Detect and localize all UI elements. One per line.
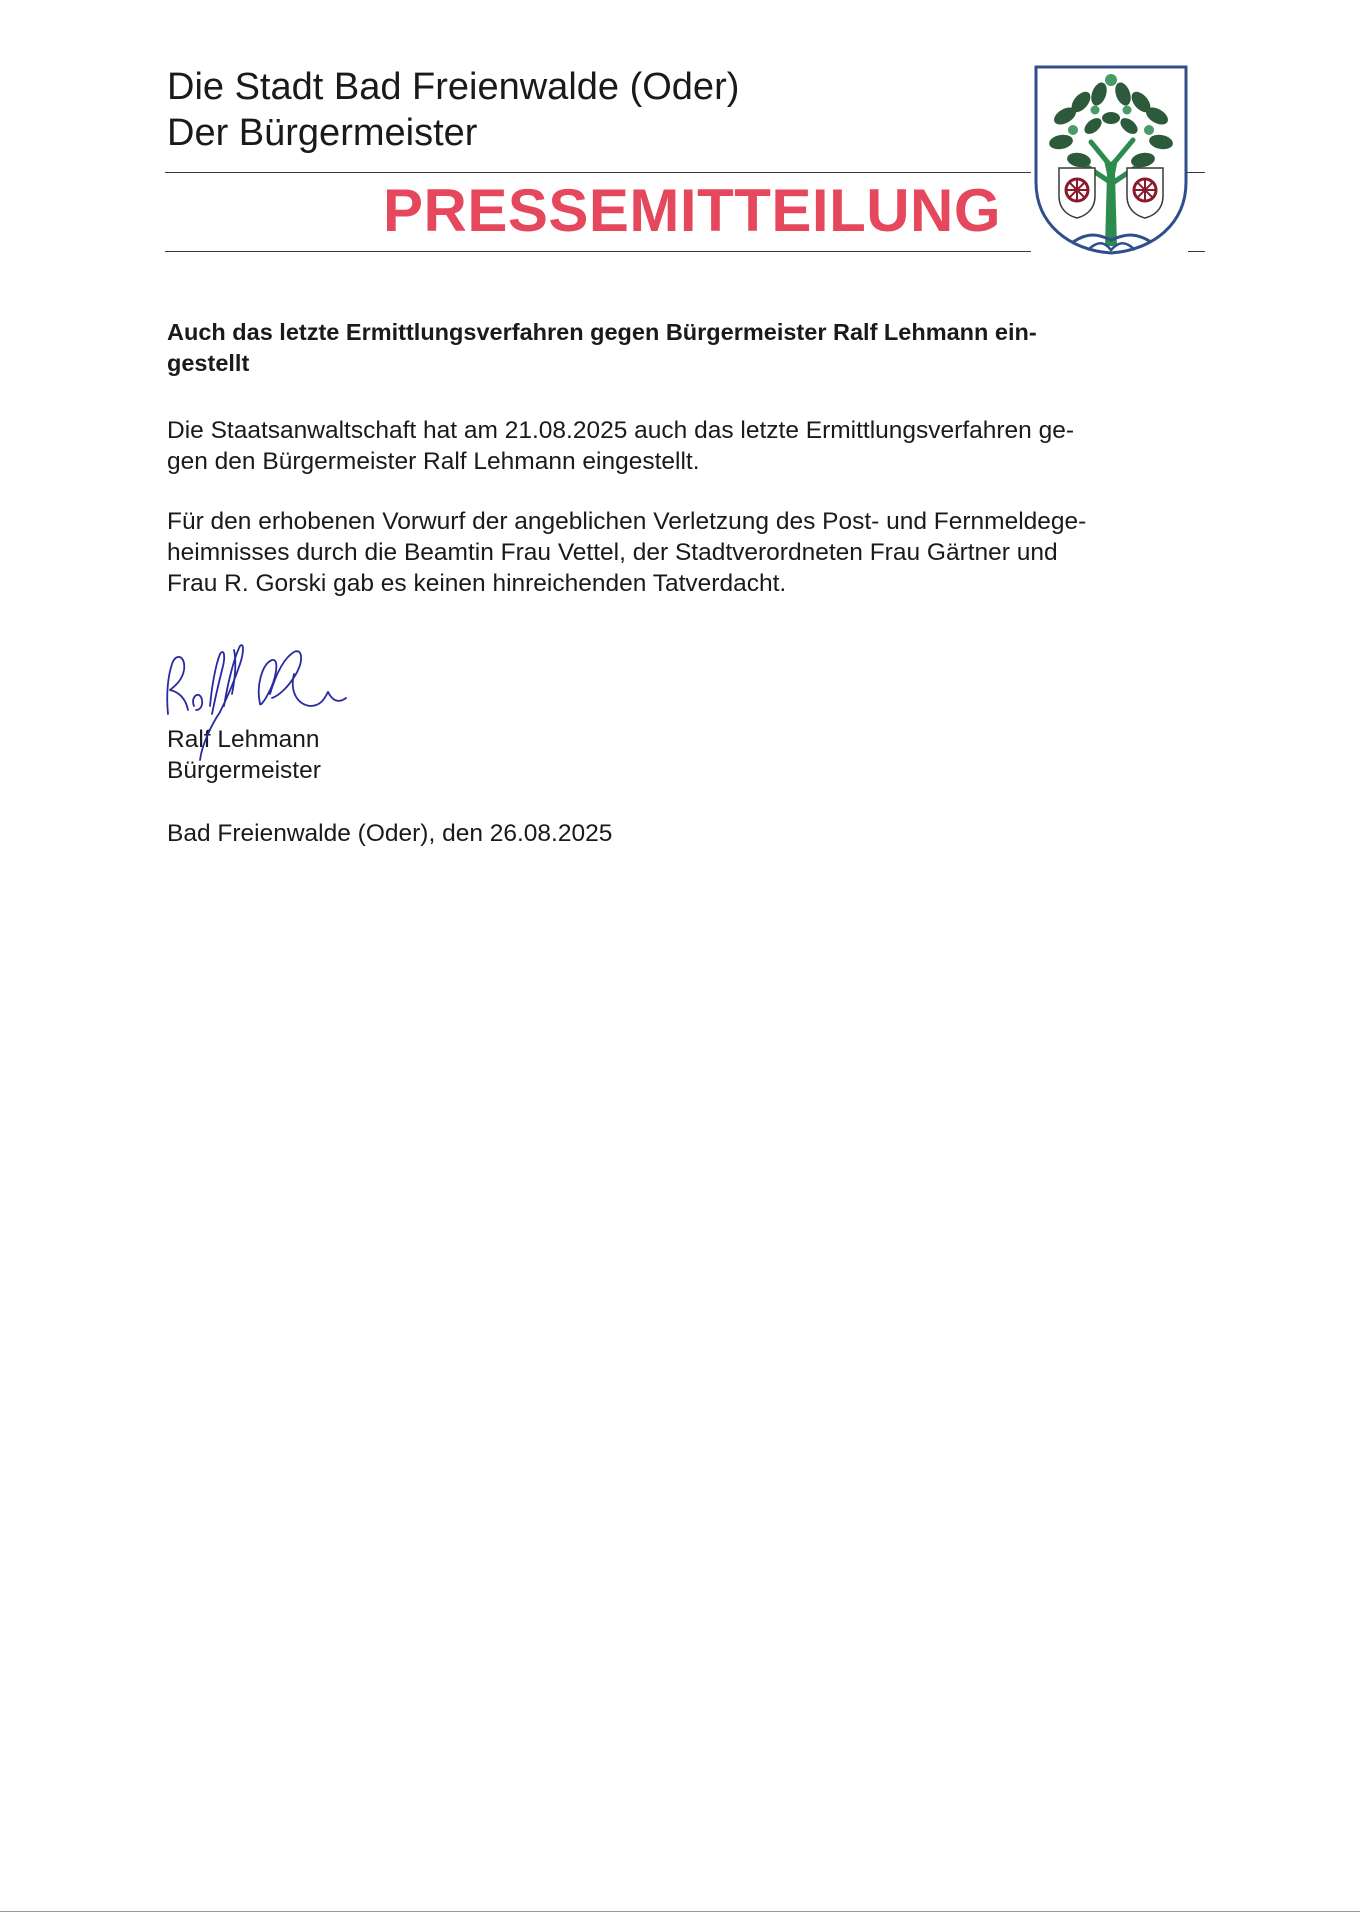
issuer-block [167, 64, 739, 156]
headline-line: Auch das letzte Ermittlungsverfahren gegen Bürgermeister Ralf Lehmann ein- [167, 319, 1037, 345]
headline-line: gestellt [167, 350, 250, 376]
paragraph-line: gen den Bürgermeister Ralf Lehmann eingestellt. [167, 448, 700, 475]
document-type-heading: PRESSEMITTEILUNG [383, 177, 1002, 244]
place-and-date: Bad Freienwalde (Oder), den 26.08.2025 [167, 820, 613, 847]
signer-name: Ralf Lehmann [167, 726, 320, 753]
paragraph-line: Frau R. Gorski gab es keinen hinreichenden Tatverdacht. [167, 570, 787, 597]
paragraph-line: heimnisses durch die Beamtin Frau Vettel, der Stadtverordneten Frau Gärtner und [167, 539, 1058, 566]
article-paragraph-2 [167, 506, 1217, 599]
article-paragraph-1 [167, 415, 1217, 477]
issuer-office: Der Bürgermeister [167, 112, 478, 154]
issuer-city: Die Stadt Bad Freienwalde (Oder) [167, 66, 740, 108]
paragraph-line: Für den erhobenen Vorwurf der angeblichen Verletzung des Post- und Fernmeldege- [167, 508, 1087, 535]
handwritten-signature-icon [160, 634, 350, 764]
coat-of-arms-icon [1033, 64, 1189, 256]
article-headline [167, 317, 1207, 379]
header-top-rule [165, 172, 1031, 173]
header-bottom-rule-end [1188, 251, 1205, 252]
signer-title: Bürgermeister [167, 757, 321, 784]
page-bottom-edge [0, 1911, 1360, 1912]
header-bottom-rule [165, 251, 1031, 252]
paragraph-line: Die Staatsanwaltschaft hat am 21.08.2025 auch das letzte Ermittlungsverfahren ge- [167, 417, 1075, 444]
